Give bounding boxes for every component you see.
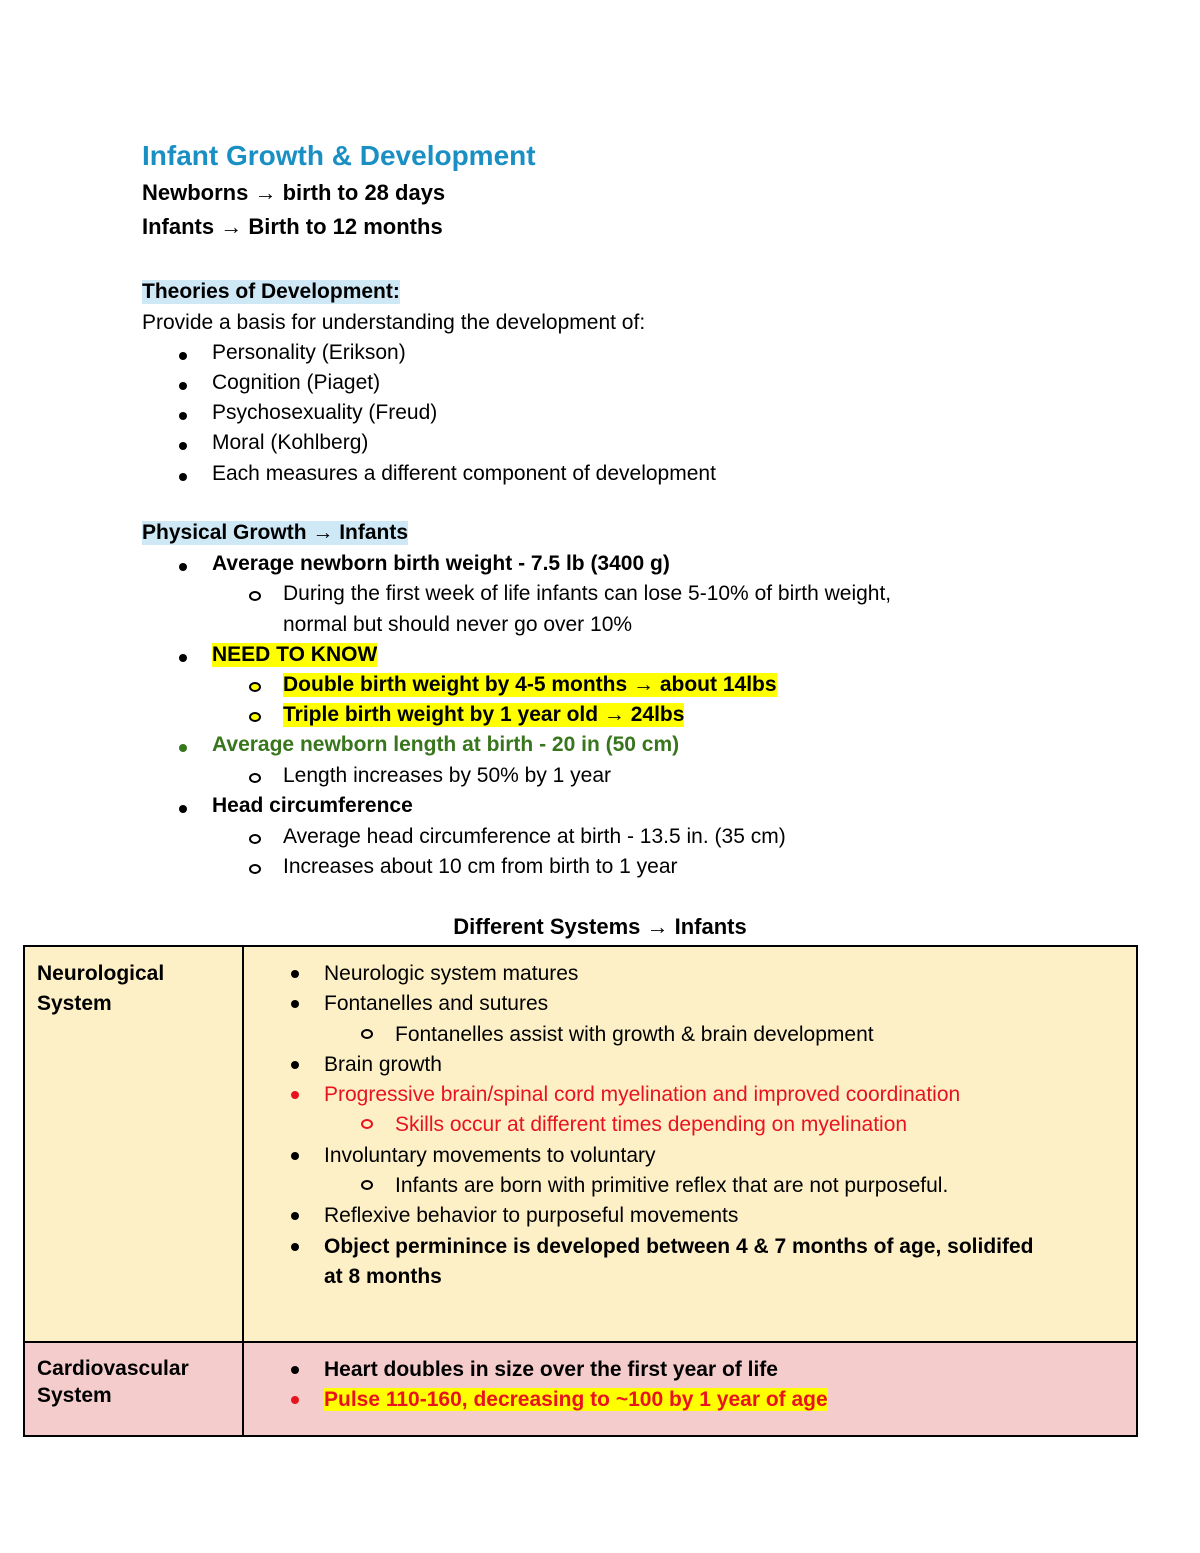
need-to-know: NEED TO KNOW bbox=[212, 643, 378, 666]
physical-heading: Physical Growth → Infants bbox=[142, 521, 409, 544]
neuro-list bbox=[244, 947, 1136, 1292]
row-content bbox=[243, 1342, 1137, 1436]
list-item-cont: at 8 months bbox=[324, 1264, 442, 1288]
double-weight: Double birth weight by 4-5 months → about 14lbs bbox=[283, 673, 777, 696]
row-label-line: Neurological bbox=[37, 962, 165, 985]
theory-item: Cognition (Piaget) bbox=[212, 371, 381, 394]
length-item: Average newborn length at birth - 20 in (50 cm) bbox=[212, 733, 680, 756]
row-label-line: System bbox=[37, 1384, 112, 1407]
head-note: Average head circumference at birth - 13.5 in. (35 cm) bbox=[283, 825, 786, 848]
list-item: Fontanelles assist with growth & brain development bbox=[395, 1020, 1136, 1050]
row-label-line: Cardiovascular bbox=[37, 1357, 189, 1380]
theories-heading: Theories of Development: bbox=[142, 280, 400, 303]
systems-table bbox=[23, 945, 1138, 1437]
row-label bbox=[24, 1342, 243, 1436]
list-item: Progressive brain/spinal cord myelination and improved coordination bbox=[324, 1080, 1136, 1110]
table-row bbox=[24, 946, 1137, 1342]
row-label-line: System bbox=[37, 992, 112, 1015]
theory-item: Personality (Erikson) bbox=[212, 341, 406, 364]
triple-weight: Triple birth weight by 1 year old → 24lbs bbox=[283, 703, 685, 726]
theories-intro: Provide a basis for understanding the development of: bbox=[142, 311, 646, 334]
theory-item: Psychosexuality (Freud) bbox=[212, 401, 438, 424]
list-item: Object perminince is developed between 4 & 7 months of age, solidifed bbox=[324, 1232, 1136, 1262]
definition-infants: Infants → Birth to 12 months bbox=[142, 214, 443, 239]
theory-item: Each measures a different component of development bbox=[212, 462, 716, 485]
highlighted-text: Pulse 110-160, decreasing to ~100 by 1 year of age bbox=[324, 1388, 828, 1412]
definition-newborns: Newborns → birth to 28 days bbox=[142, 180, 446, 205]
weight-item: Average newborn birth weight - 7.5 lb (3400 g) bbox=[212, 552, 670, 575]
head-item: Head circumference bbox=[212, 794, 413, 817]
weight-note: During the first week of life infants can lose 5-10% of birth weight, bbox=[283, 582, 892, 605]
list-item: Fontanelles and sutures bbox=[324, 989, 1136, 1019]
list-item: Brain growth bbox=[324, 1050, 1136, 1080]
list-item: Reflexive behavior to purposeful movements bbox=[324, 1201, 1136, 1231]
length-note: Length increases by 50% by 1 year bbox=[283, 764, 612, 787]
weight-note-cont: normal but should never go over 10% bbox=[283, 613, 633, 636]
list-item: Neurologic system matures bbox=[324, 959, 1136, 989]
row-content bbox=[243, 946, 1137, 1342]
theory-item: Moral (Kohlberg) bbox=[212, 431, 369, 454]
cardio-list bbox=[244, 1343, 1136, 1416]
list-item: Involuntary movements to voluntary bbox=[324, 1141, 1136, 1171]
table-row bbox=[24, 1342, 1137, 1436]
head-note: Increases about 10 cm from birth to 1 year bbox=[283, 855, 678, 878]
list-item bbox=[324, 1385, 1136, 1415]
list-item: Skills occur at different times depending on myelination bbox=[395, 1110, 1136, 1140]
row-label bbox=[24, 946, 243, 1342]
systems-heading: Different Systems → Infants bbox=[453, 914, 747, 939]
page-title: Infant Growth & Development bbox=[142, 140, 536, 171]
list-item: Heart doubles in size over the first year of life bbox=[324, 1355, 1136, 1385]
list-item: Infants are born with primitive reflex that are not purposeful. bbox=[395, 1171, 1136, 1201]
